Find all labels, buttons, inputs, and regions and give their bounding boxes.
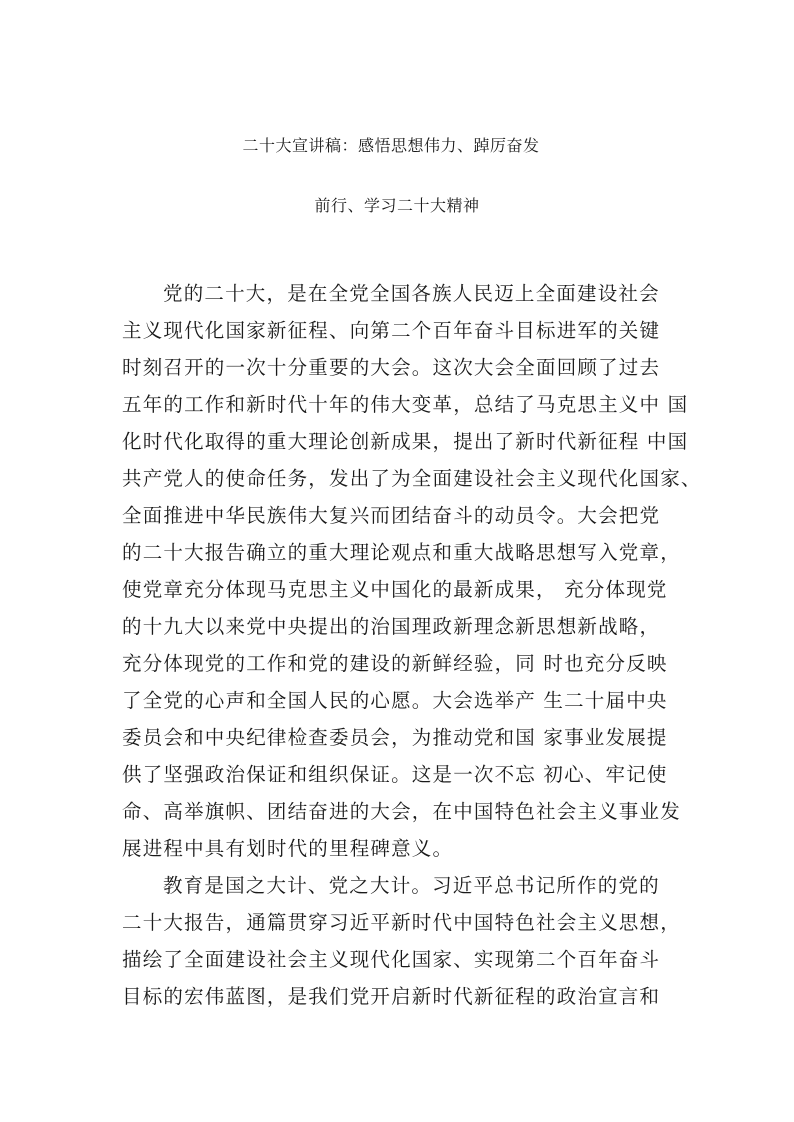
document-title-line-1: 二十大宣讲稿：感悟思想伟力、踔厉奋发	[242, 136, 540, 155]
body-line: 主义现代化国家新征程、向第二个百年奋斗目标进军的关键	[122, 319, 661, 342]
body-line: 目标的宏伟蓝图，是我们党开启新时代新征程的政治宣言和	[122, 985, 661, 1008]
body-line: 描绘了全面建设社会主义现代化国家、实现第二个百年奋斗	[122, 948, 661, 971]
body-line: 时刻召开的一次十分重要的大会。这次大会全面回顾了过去	[122, 356, 661, 379]
body-line: 使党章充分体现马克思主义中国化的最新成果， 充分体现党	[122, 578, 668, 601]
body-line: 教育是国之大计、党之大计。习近平总书记所作的党的	[163, 874, 660, 897]
body-line: 全面推进中华民族伟大复兴而团结奋斗的动员令。大会把党	[122, 504, 661, 527]
document-title-line-2: 前行、学习二十大精神	[314, 196, 480, 215]
body-line: 的十九大以来党中央提出的治国理政新理念新思想新战略，	[122, 615, 661, 638]
body-line: 化时代化取得的重大理论创新成果，提出了新时代新征程 中国	[122, 430, 689, 453]
body-line: 委员会和中央纪律检查委员会，为推动党和国 家事业发展提	[122, 726, 668, 749]
body-line: 展进程中具有划时代的里程碑意义。	[122, 837, 454, 860]
body-line: 共产党人的使命任务，发出了为全面建设社会主义现代化国家、	[122, 467, 702, 490]
body-line: 党的二十大，是在全党全国各族人民迈上全面建设社会	[163, 282, 660, 305]
body-line: 二十大报告，通篇贯穿习近平新时代中国特色社会主义思想，	[122, 911, 681, 934]
body-line: 充分体现党的工作和党的建设的新鲜经验，同 时也充分反映	[122, 652, 668, 675]
body-line: 了全党的心声和全国人民的心愿。大会选举产 生二十届中央	[122, 689, 668, 712]
body-line: 命、高举旗帜、团结奋进的大会，在中国特色社会主义事业发	[122, 800, 681, 823]
body-line: 五年的工作和新时代十年的伟大变革，总结了马克思主义中 国	[122, 393, 689, 416]
body-line: 供了坚强政治保证和组织保证。这是一次不忘 初心、牢记使	[122, 763, 668, 786]
body-line: 的二十大报告确立的重大理论观点和重大战略思想写入党章，	[122, 541, 681, 564]
